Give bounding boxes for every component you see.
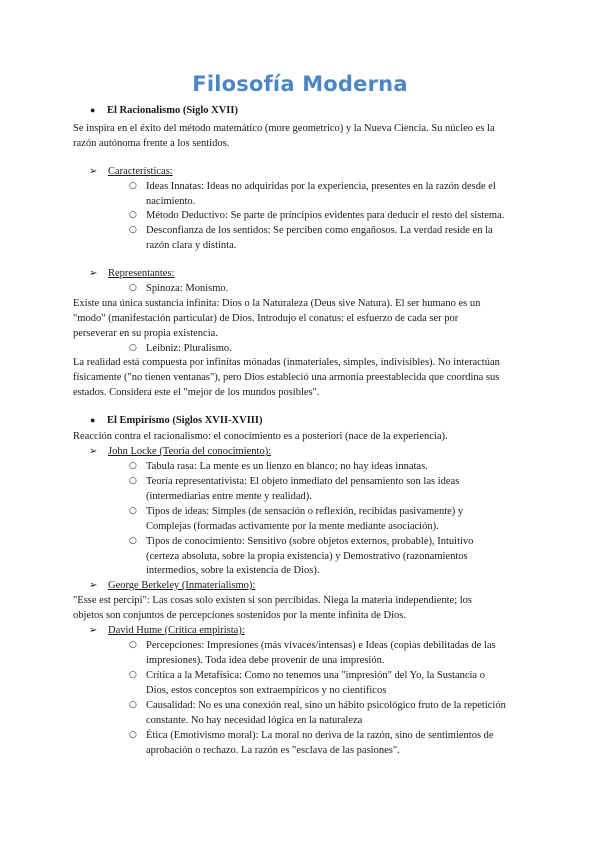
- bullet-icon: ●: [90, 105, 96, 115]
- list-item: constante. No hay necesidad lógica en la naturaleza: [146, 715, 363, 726]
- paragraph-line: "Esse est percipi": Las cosas solo existen si son percibidas. Niega la materia independiente; los: [73, 595, 473, 606]
- subheading-representantes: Representantes:: [108, 268, 175, 279]
- paragraph-line: La realidad está compuesta por infinitas mónadas (inmateriales, simples, indivisibles). No interactúan: [73, 357, 500, 368]
- arrow-bullet-icon: ➢: [89, 446, 98, 457]
- list-item: Tipos de ideas: Simples (de sensación o reflexión, recibidas pasivamente) y: [146, 506, 464, 517]
- list-item: impresiones). Toda idea debe provenir de una impresión.: [146, 655, 385, 666]
- paragraph-line: Existe una única sustancia infinita: Dios o la Naturaleza (Deus sive Natura). El ser humano es un: [73, 298, 481, 309]
- list-item: aprobación o rechazo. La razón es "esclava de las pasiones".: [146, 745, 400, 756]
- circle-bullet-icon: ○: [129, 476, 137, 486]
- list-item: Dios, estos conceptos son extraempíricos y no científicos: [146, 685, 387, 696]
- arrow-bullet-icon: ➢: [89, 625, 98, 636]
- arrow-bullet-icon: ➢: [89, 166, 98, 177]
- paragraph-line: razón autónoma frente a los sentidos.: [73, 138, 230, 149]
- list-item: Causalidad: No es una conexión real, sino un hábito psicológico fruto de la repetición: [146, 700, 506, 711]
- paragraph-line: perseverar en su propia existencia.: [73, 328, 218, 339]
- paragraph-line: estados. Considera este el "mejor de los mundos posibles".: [73, 387, 320, 398]
- subheading-locke: John Locke (Teoría del conocimiento):: [108, 446, 272, 457]
- list-item: Complejas (formadas activamente por la mente mediante asociación).: [146, 521, 439, 532]
- subheading-caracteristicas: Características:: [108, 166, 173, 177]
- circle-bullet-icon: ○: [129, 670, 137, 680]
- subheading-berkeley: George Berkeley (Inmaterialismo):: [108, 580, 256, 591]
- circle-bullet-icon: ○: [129, 700, 137, 710]
- list-item: Percepciones: Impresiones (más vivaces/intensas) e Ideas (copias debilitadas de las: [146, 640, 496, 651]
- circle-bullet-icon: ○: [129, 640, 137, 650]
- bullet-icon: ●: [90, 415, 96, 425]
- section-heading-racionalismo: El Racionalismo (Siglo XVII): [107, 105, 238, 116]
- list-item: Ética (Emotivismo moral): La moral no deriva de la razón, sino de sentimientos de: [146, 730, 494, 741]
- list-item: Tipos de conocimiento: Sensitivo (sobre objetos externos, probable), Intuitivo: [146, 536, 474, 547]
- list-item: Desconfianza de los sentidos: Se perciben como engañosos. La verdad reside en la: [146, 225, 493, 236]
- circle-bullet-icon: ○: [129, 283, 137, 293]
- circle-bullet-icon: ○: [129, 343, 137, 353]
- list-item: Método Deductivo: Se parte de principios evidentes para deducir el resto del sistema.: [146, 210, 505, 221]
- circle-bullet-icon: ○: [129, 181, 137, 191]
- circle-bullet-icon: ○: [129, 225, 137, 235]
- arrow-bullet-icon: ➢: [89, 268, 98, 279]
- circle-bullet-icon: ○: [129, 506, 137, 516]
- list-item: Teoría representativista: El objeto inmediato del pensamiento son las ideas: [146, 476, 460, 487]
- list-item: Crítica a la Metafísica: Como no tenemos una "impresión" del Yo, la Sustancia o: [146, 670, 485, 681]
- page-title: Filosofía Moderna: [192, 72, 408, 96]
- circle-bullet-icon: ○: [129, 730, 137, 740]
- list-item: razón clara y distinta.: [146, 240, 237, 251]
- paragraph-line: "modo" (manifestación particular) de Dios. Introdujo el conatus: el esfuerzo de cada ser por: [73, 313, 459, 324]
- paragraph-line: Se inspira en el éxito del método matemático (more geometrico) y la Nueva Ciencia. Su núcleo es la: [73, 123, 495, 134]
- paragraph-line: objetos son conjuntos de percepciones sostenidos por la mente infinita de Dios.: [73, 610, 407, 621]
- list-item: intermedios, sobre la existencia de Dios).: [146, 565, 320, 576]
- paragraph-line: Reacción contra el racionalismo: el conocimiento es a posteriori (nace de la experiencia).: [73, 431, 448, 442]
- circle-bullet-icon: ○: [129, 461, 137, 471]
- list-item: nacimiento.: [146, 196, 196, 207]
- list-item: Tabula rasa: La mente es un lienzo en blanco; no hay ideas innatas.: [146, 461, 428, 472]
- list-item: (certeza absoluta, sobre la propia existencia) y Demostrativo (razonamientos: [146, 551, 468, 562]
- subheading-hume: David Hume (Crítica empirista):: [108, 625, 245, 636]
- list-item: (intermediarias entre mente y realidad).: [146, 491, 312, 502]
- section-heading-empirismo: El Empirismo (Siglos XVII-XVIII): [107, 415, 263, 426]
- list-item: Spinoza: Monismo.: [146, 283, 229, 294]
- paragraph-line: físicamente ("no tienen ventanas"), pero Dios estableció una armonía preestablecida que coordina sus: [73, 372, 500, 383]
- arrow-bullet-icon: ➢: [89, 580, 98, 591]
- circle-bullet-icon: ○: [129, 536, 137, 546]
- list-item: Leibniz: Pluralismo.: [146, 343, 232, 354]
- list-item: Ideas Innatas: Ideas no adquiridas por la experiencia, presentes en la razón desde el: [146, 181, 496, 192]
- circle-bullet-icon: ○: [129, 210, 137, 220]
